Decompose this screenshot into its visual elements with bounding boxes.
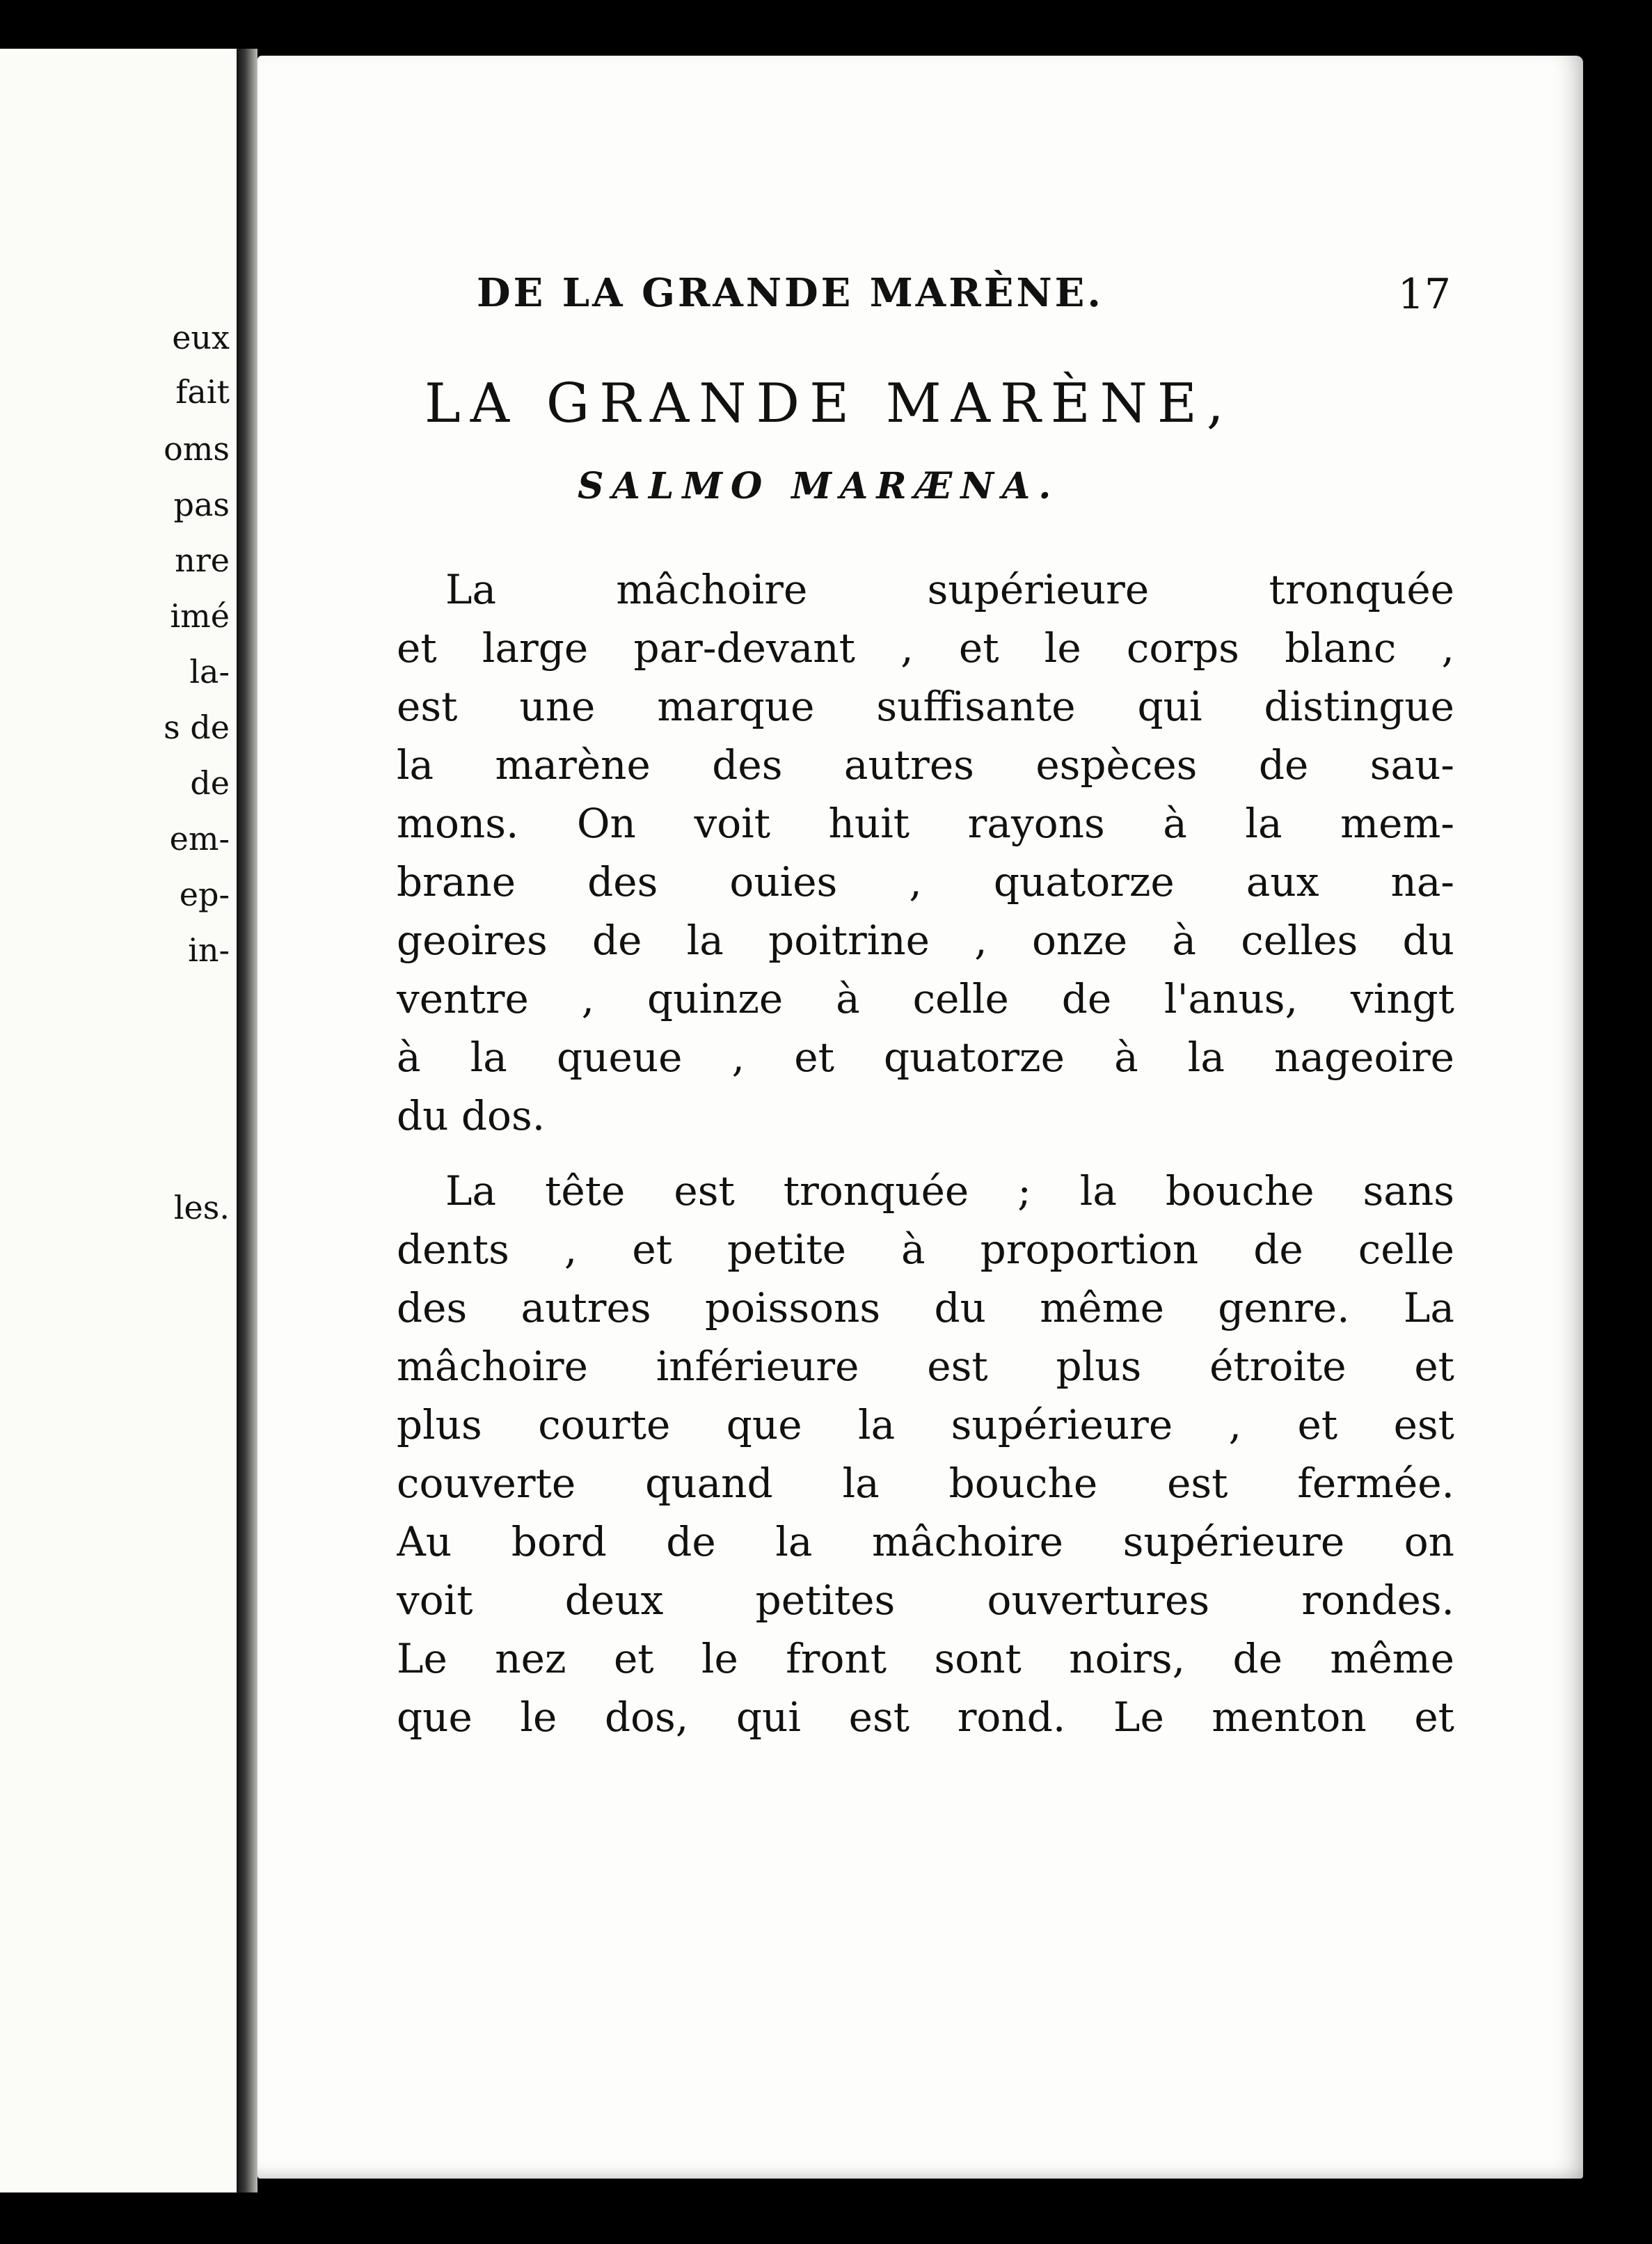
left-line-fragment: eux — [172, 319, 230, 356]
text-line: à la queue , et quatorze à la nageoire — [397, 1034, 1454, 1081]
left-line-fragment: oms — [164, 430, 230, 468]
chapter-title: LA GRANDE MARÈNE, — [424, 372, 1234, 435]
left-line-fragment: ep- — [179, 876, 230, 913]
paragraph — [397, 560, 1454, 1145]
paragraph — [397, 1162, 1454, 1746]
book-spine-gutter — [237, 49, 257, 2192]
text-line: dents , et petite à proportion de celle — [397, 1226, 1454, 1273]
text-line: est une marque suffisante qui distingue — [397, 683, 1454, 730]
left-line-fragment: em- — [169, 820, 230, 858]
left-line-fragment: les. — [173, 1189, 230, 1226]
body-text — [397, 560, 1454, 1746]
previous-page-fragment — [0, 49, 239, 2192]
page-number: 17 — [1397, 270, 1451, 319]
text-line: voit deux petites ouvertures rondes. — [397, 1577, 1454, 1624]
left-line-fragment: in- — [188, 931, 230, 969]
text-line: la marène des autres espèces de sau- — [397, 741, 1454, 789]
left-line-fragment: s de — [164, 709, 230, 746]
text-line: plus courte que la supérieure , et est — [397, 1401, 1454, 1448]
text-line: La tête est tronquée ; la bouche sans — [445, 1167, 1454, 1215]
running-title: DE LA GRANDE MARÈNE. — [477, 270, 1104, 316]
left-line-fragment: fait — [175, 373, 230, 411]
text-line: couverte quand la bouche est fermée. — [397, 1460, 1454, 1507]
text-line: Au bord de la mâchoire supérieure on — [397, 1518, 1454, 1565]
text-line: brane des ouies , quatorze aux na- — [397, 858, 1454, 906]
species-name: SALMO MARÆNA. — [578, 465, 1060, 507]
left-line-fragment: la- — [189, 653, 230, 690]
text-line: geoires de la poitrine , onze à celles du — [397, 917, 1454, 964]
text-line: que le dos, qui est rond. Le menton et — [397, 1693, 1454, 1741]
left-line-fragment: imé — [170, 597, 230, 635]
text-line: Le nez et le front sont noirs, de même — [397, 1635, 1454, 1682]
text-line: ventre , quinze à celle de l'anus, vingt — [397, 975, 1454, 1022]
left-line-fragment: de — [190, 764, 230, 802]
text-line: mâchoire inférieure est plus étroite et — [397, 1343, 1454, 1390]
text-line: des autres poissons du même genre. La — [397, 1284, 1454, 1332]
left-line-fragment: nre — [175, 542, 230, 579]
text-line: La mâchoire supérieure tronquée — [445, 566, 1454, 613]
text-line: du dos. — [397, 1092, 546, 1139]
text-line: mons. On voit huit rayons à la mem- — [397, 800, 1454, 847]
text-line: et large par-devant , et le corps blanc , — [397, 624, 1454, 672]
book-page — [257, 56, 1583, 2179]
page-header — [477, 270, 1451, 319]
left-line-fragment: pas — [173, 486, 230, 523]
